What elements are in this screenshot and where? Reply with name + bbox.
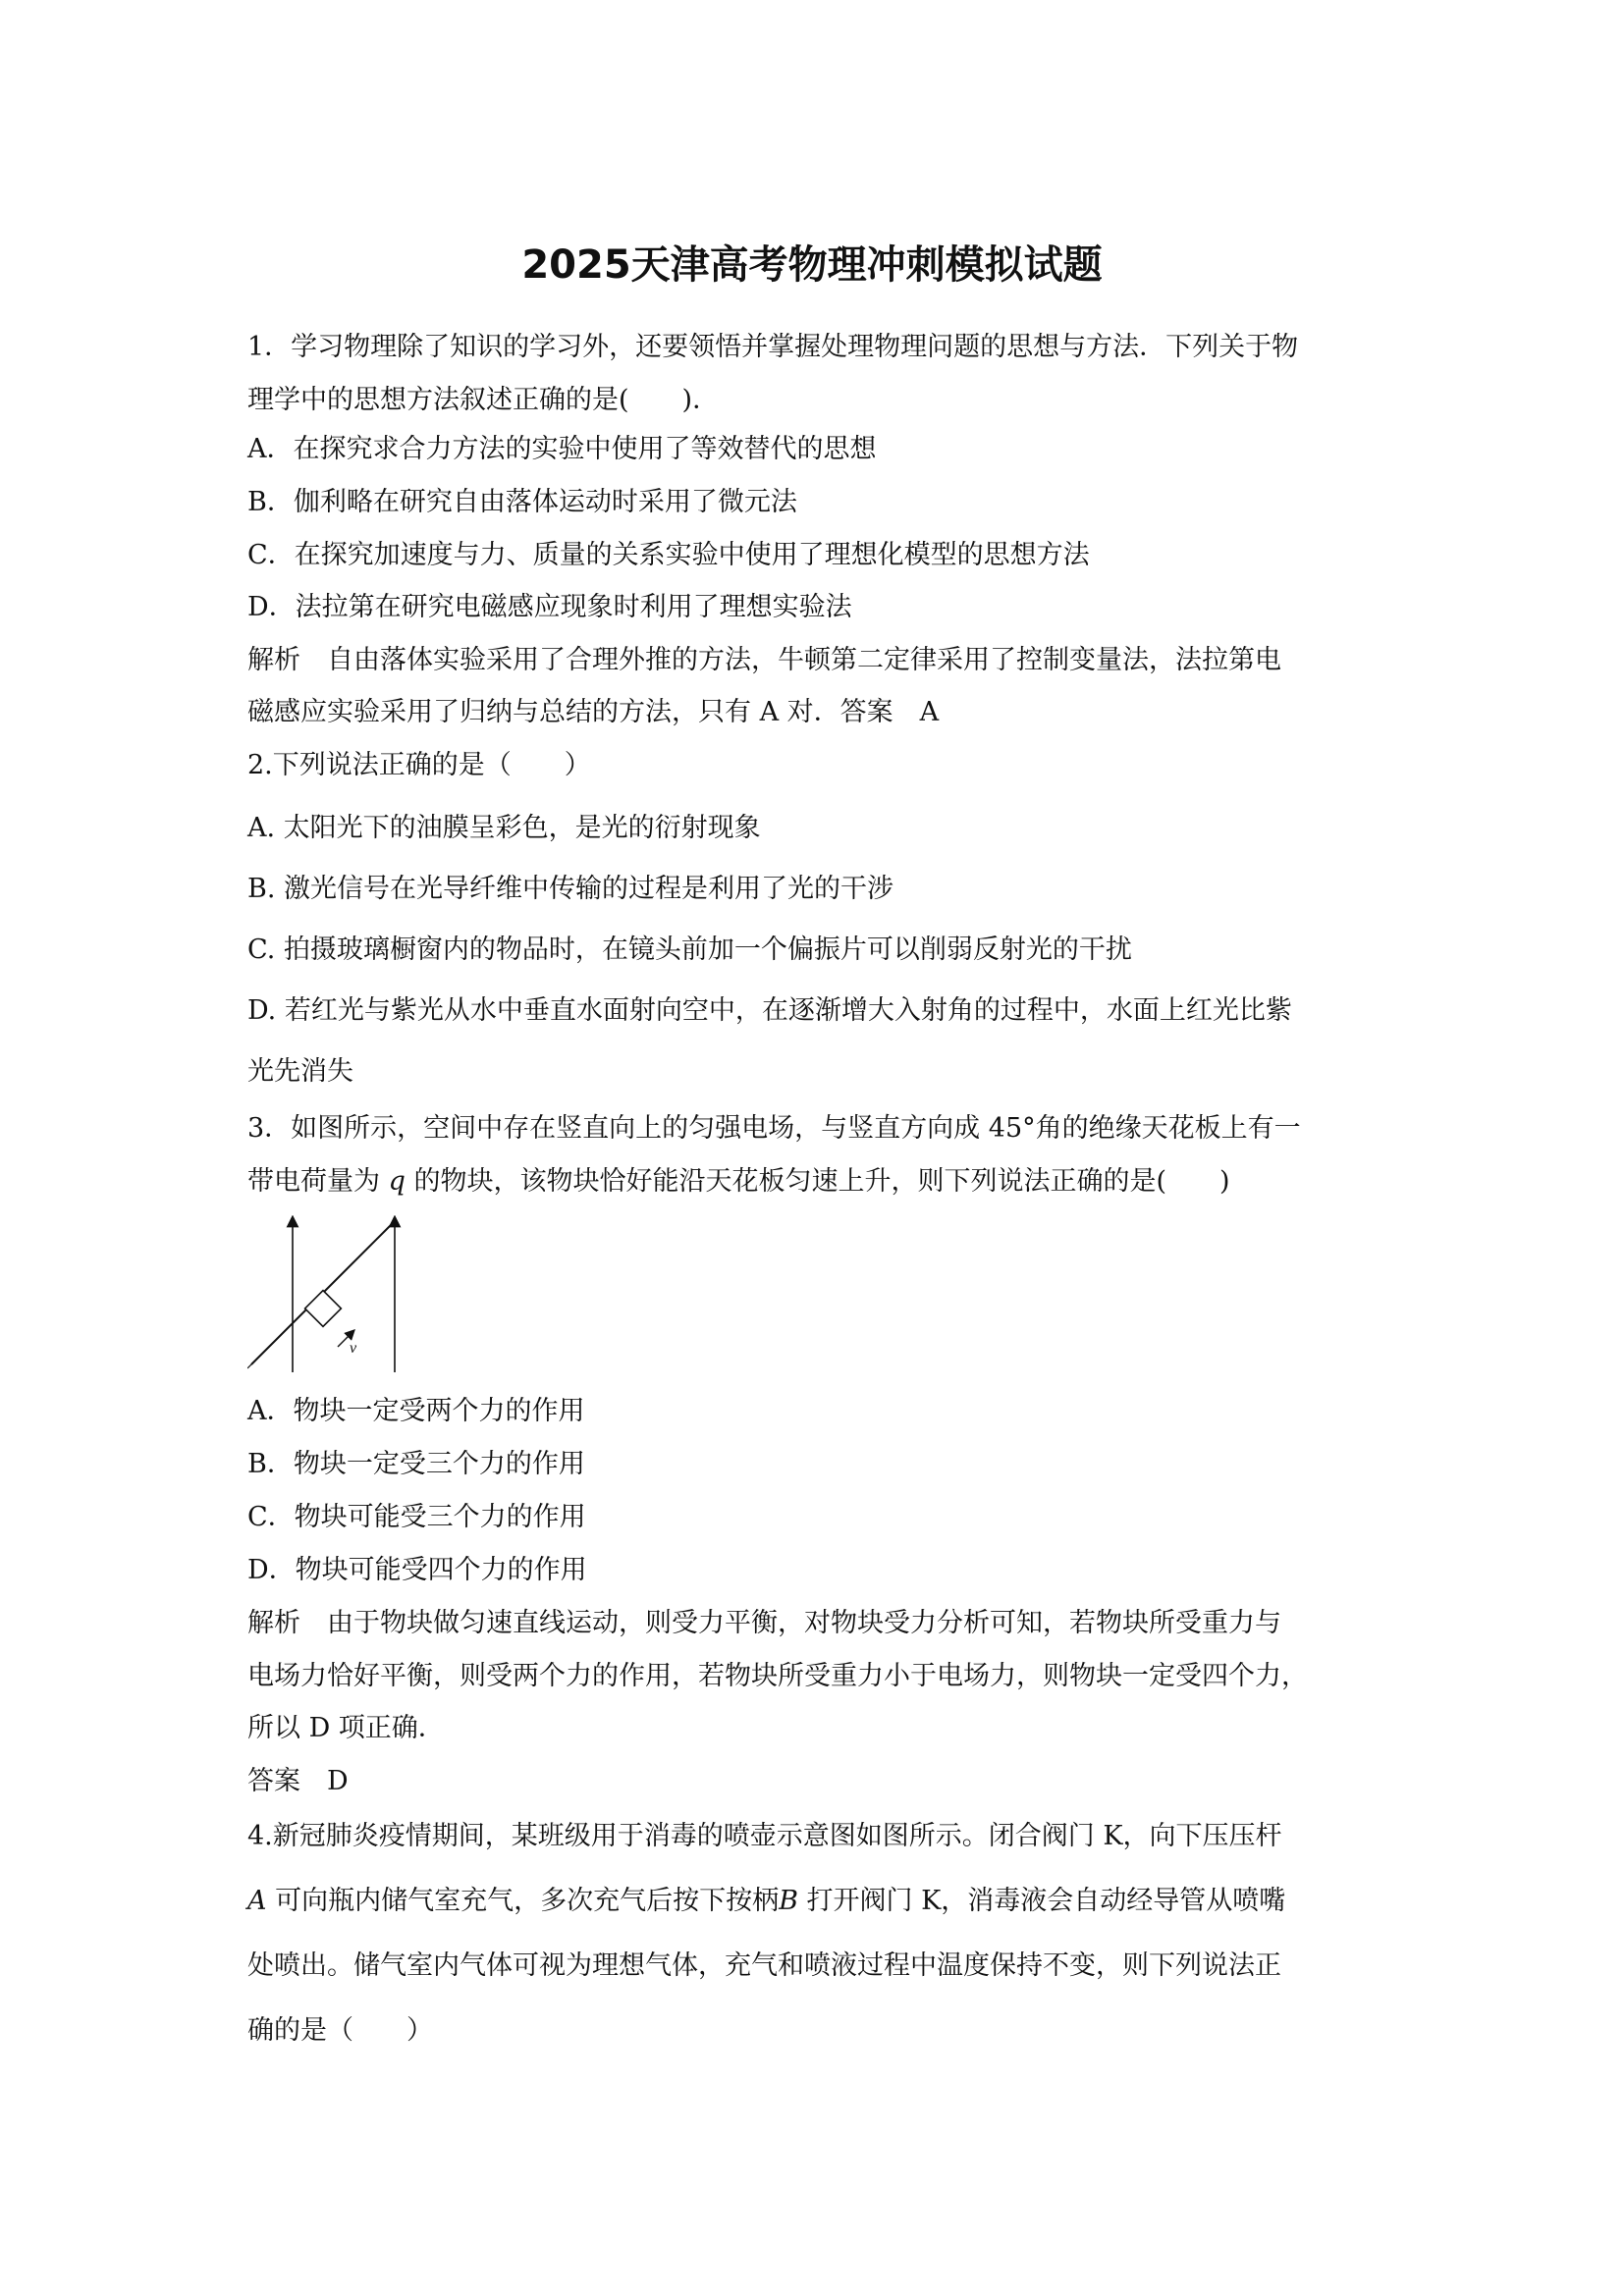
q2-option-d-continued: 光先消失 bbox=[247, 1056, 353, 1087]
q4-stem-line-4: 确的是（ ） bbox=[247, 2015, 433, 2046]
q2-option-a: A. 太阳光下的油膜呈彩色，是光的衍射现象 bbox=[247, 813, 761, 843]
q3-option-d: D．物块可能受四个力的作用 bbox=[247, 1555, 587, 1585]
q4-lever-a-variable: A bbox=[247, 1886, 267, 1916]
q1-analysis-line-2: 磁感应实验采用了归纳与总结的方法，只有 A 对．答案 A bbox=[247, 697, 940, 727]
q1-option-b: B．伽利略在研究自由落体运动时采用了微元法 bbox=[247, 487, 797, 517]
q3-stem-text-b: 的物块，该物块恰好能沿天花板匀速上升，则下列说法正确的是( ) bbox=[405, 1166, 1230, 1197]
q3-option-c: C．物块可能受三个力的作用 bbox=[247, 1502, 586, 1532]
page-title: 2025天津高考物理冲刺模拟试题 bbox=[521, 242, 1103, 288]
q3-stem-line-2 bbox=[247, 1164, 1230, 1200]
q2-option-d: D. 若红光与紫光从水中垂直水面射向空中，在逐渐增大入射角的过程中，水面上红光比紫 bbox=[247, 995, 1292, 1026]
q3-option-a: A．物块一定受两个力的作用 bbox=[247, 1396, 585, 1426]
q3-stem-text-a: 带电荷量为 bbox=[247, 1166, 389, 1197]
q1-stem-line-1: 1．学习物理除了知识的学习外，还要领悟并掌握处理物理问题的思想与方法．下列关于物 bbox=[247, 332, 1299, 362]
block bbox=[305, 1291, 342, 1327]
q1-option-c: C．在探究加速度与力、质量的关系实验中使用了理想化模型的思想方法 bbox=[247, 540, 1090, 570]
q4-stem-line-2 bbox=[247, 1884, 1285, 1919]
velocity-label: v bbox=[350, 1340, 357, 1357]
q3-analysis-line-2: 电场力恰好平衡，则受两个力的作用，若物块所受重力小于电场力，则物块一定受四个力， bbox=[247, 1661, 1308, 1691]
q4-stem-line-1: 4.新冠肺炎疫情期间，某班级用于消毒的喷壶示意图如图所示。闭合阀门 K，向下压压杆 bbox=[247, 1821, 1282, 1851]
q4-handle-b-variable: B bbox=[779, 1886, 798, 1916]
q3-analysis-line-1: 解析 由于物块做匀速直线运动，则受力平衡，对物块受力分析可知，若物块所受重力与 bbox=[247, 1608, 1281, 1638]
q1-option-d: D．法拉第在研究电磁感应现象时利用了理想实验法 bbox=[247, 592, 852, 622]
q4-stem-line-3: 处喷出。储气室内气体可视为理想气体，充气和喷液过程中温度保持不变，则下列说法正 bbox=[247, 1950, 1281, 1981]
q3-option-b: B．物块一定受三个力的作用 bbox=[247, 1449, 585, 1479]
q3-answer: 答案 D bbox=[247, 1766, 349, 1796]
q2-option-c: C. 拍摄玻璃橱窗内的物品时，在镜头前加一个偏振片可以削弱反射光的干扰 bbox=[247, 934, 1132, 965]
q3-stem-line-1: 3．如图所示，空间中存在竖直向上的匀强电场，与竖直方向成 45°角的绝缘天花板上有一 bbox=[247, 1113, 1301, 1144]
q1-stem-line-2: 理学中的思想方法叙述正确的是( )． bbox=[247, 385, 720, 415]
q1-analysis-line-1: 解析 自由落体实验采用了合理外推的方法，牛顿第二定律采用了控制变量法，法拉第电 bbox=[247, 645, 1281, 675]
q4-stem-text-b: 打开阀门 K，消毒液会自动经导管从喷嘴 bbox=[797, 1886, 1286, 1916]
q3-charge-variable: q bbox=[388, 1166, 406, 1197]
q2-stem: 2.下列说法正确的是（ ） bbox=[247, 750, 591, 780]
q3-analysis-line-3: 所以 D 项正确． bbox=[247, 1713, 445, 1743]
q1-option-a: A．在探究求合力方法的实验中使用了等效替代的思想 bbox=[247, 434, 877, 464]
q3-ceiling-figure bbox=[247, 1215, 405, 1377]
q2-option-b: B. 激光信号在光导纤维中传输的过程是利用了光的干涉 bbox=[247, 874, 894, 904]
q4-stem-text-a: 可向瓶内储气室充气，多次充气后按下按柄 bbox=[266, 1886, 780, 1916]
